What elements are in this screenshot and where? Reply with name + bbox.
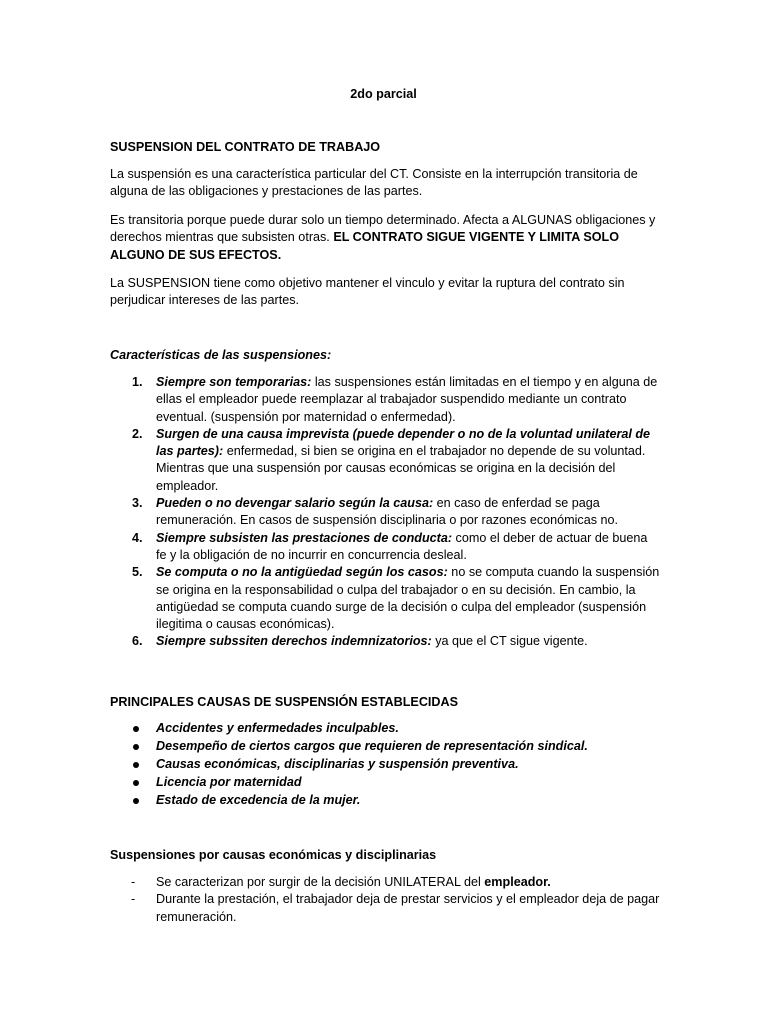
list-item-lead: Siempre son temporarias:	[156, 375, 312, 389]
list-item-text: Accidentes y enfermedades inculpables.	[156, 721, 399, 735]
list-item-text: Desempeño de ciertos cargos que requieren de representación sindical.	[156, 739, 588, 753]
list-item	[110, 426, 660, 495]
causes-list	[110, 720, 660, 810]
list-item-text: en caso de enferdad se paga remuneración. En casos de suspensión disciplinaria o por razones económicas no.	[156, 496, 619, 528]
list-item-emphasis: empleador.	[484, 875, 551, 889]
list-item-lead: Pueden o no devengar salario según la causa:	[156, 496, 434, 511]
list-number: 4.	[132, 530, 143, 545]
list-item-text: Se caracterizan por surgir de la decisión UNILATERAL del	[156, 875, 485, 889]
list-item-text: como el deber de actuar de buena fe y la obligación de no incurrir en concurrencia desleal.	[156, 530, 648, 562]
list-number: 1.	[132, 375, 143, 389]
section-heading-causas: PRINCIPALES CAUSAS DE SUSPENSIÓN ESTABLECIDAS	[110, 695, 459, 709]
document-title: 2do parcial	[350, 87, 417, 101]
paragraph-definition: La suspensión es una característica particular del CT. Consiste en la interrupción transitoria de alguna de las obligaciones y prestaciones de las partes.	[110, 167, 638, 199]
list-item-text: enfermedad, si bien se origina en el trabajador no depende de su voluntad. Mientras que una suspensión por causas económicas se origina en la decisión del empleador.	[156, 444, 646, 493]
list-item	[110, 564, 660, 633]
list-item	[110, 774, 660, 792]
list-item	[110, 530, 660, 565]
characteristics-list	[110, 374, 660, 651]
bullet-icon	[133, 744, 139, 750]
paragraph-transitoria-emphasis: EL CONTRATO SIGUE VIGENTE Y LIMITA SOLO ALGUNO DE SUS EFECTOS.	[110, 230, 620, 262]
paragraph-transitoria	[110, 212, 660, 264]
paragraph-objetivo: La SUSPENSION tiene como objetivo mantener el vinculo y evitar la ruptura del contrato sin perjudicar intereses de las partes.	[110, 276, 625, 308]
list-item-lead: Siempre subssiten derechos indemnizatorios:	[156, 634, 432, 649]
list-item	[110, 891, 660, 926]
list-item	[110, 374, 660, 426]
list-item-lead: Surgen de una causa imprevista (puede depender o no de la voluntad unilateral de las partes):	[156, 426, 651, 459]
list-item	[110, 495, 660, 530]
economic-list	[110, 874, 660, 926]
list-number: 5.	[132, 565, 143, 580]
list-item-text: ya que el CT sigue vigente.	[431, 634, 588, 649]
list-item-text: no se computa cuando la suspensión se origina en la responsabilidad o culpa del trabajador o en su decisión. En cambio, la antigüedad se computa cuando surge de la decisión o culpa del empleador (suspensión ilegitima o causas económicas).	[156, 565, 660, 632]
paragraph-transitoria-text: Es transitoria porque puede durar solo un tiempo determinado. Afecta a ALGUNAS obligaciones y derechos mientras que subsisten otras.	[110, 213, 656, 245]
bullet-icon	[133, 726, 139, 732]
list-item-lead: Se computa o no la antigüedad según los casos:	[156, 565, 448, 580]
list-number: 6.	[132, 634, 143, 649]
list-item-text: Causas económicas, disciplinarias y suspensión preventiva.	[156, 757, 519, 771]
list-item	[110, 792, 660, 810]
section-heading-suspension: SUSPENSION DEL CONTRATO DE TRABAJO	[110, 140, 381, 154]
list-item-text: Estado de excedencia de la mujer.	[156, 793, 361, 807]
list-item-text: Durante la prestación, el trabajador deja de prestar servicios y el empleador deja de pagar remuneración.	[156, 892, 660, 924]
bullet-icon	[133, 780, 139, 786]
list-item	[110, 756, 660, 774]
list-item	[110, 720, 660, 738]
bullet-icon	[133, 762, 139, 768]
list-item	[110, 633, 660, 650]
bullet-icon	[133, 798, 139, 804]
list-item-text: Licencia por maternidad	[156, 775, 302, 789]
list-number: 3.	[132, 496, 143, 511]
list-number: 2.	[132, 426, 143, 441]
section-heading-caracteristicas: Características de las suspensiones:	[110, 348, 332, 362]
list-item	[110, 738, 660, 756]
list-item-text: las suspensiones están limitadas en el tiempo y en alguna de ellas el empleador puede reemplazar al trabajador suspendido mediante un contrato eventual. (suspensión por maternidad o enfermedad).	[156, 375, 658, 424]
section-heading-economicas: Suspensiones por causas económicas y disciplinarias	[110, 848, 437, 862]
list-item	[110, 874, 660, 891]
list-item-lead: Siempre subsisten las prestaciones de conducta:	[156, 530, 453, 545]
dash-marker: -	[131, 892, 136, 907]
dash-marker: -	[131, 875, 136, 889]
